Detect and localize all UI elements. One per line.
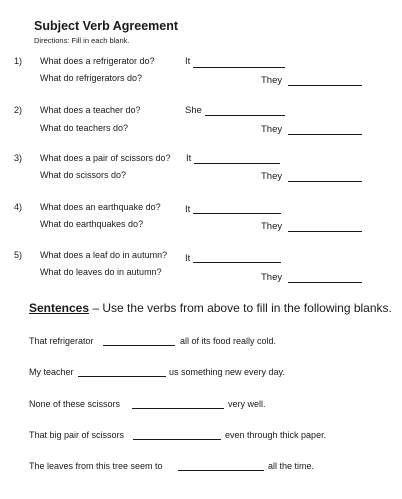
question-number: 4) [14,202,23,212]
answer-blank[interactable] [288,181,362,182]
sentences-label: Sentences [29,301,90,315]
answer-blank[interactable] [194,163,280,164]
question-number: 3) [14,153,23,163]
sentence-before: That refrigerator [29,336,94,346]
answer-blank[interactable] [193,213,281,214]
directions-text: Directions: Fill in each blank. [34,36,130,45]
plural-pronoun: They [261,124,283,135]
answer-blank[interactable] [288,231,362,232]
question-plural: What do scissors do? [40,170,127,180]
sentence-blank[interactable] [78,376,166,377]
question-singular: What does a refrigerator do? [40,56,155,66]
question-number: 1) [14,56,23,66]
answer-blank[interactable] [193,262,281,263]
sentence-after: us something new every day. [169,367,285,377]
sentence-blank[interactable] [103,345,175,346]
answer-blank[interactable] [288,134,362,135]
question-plural: What do refrigerators do? [40,73,143,83]
sentence-after: all of its food really cold. [180,336,277,346]
question-number: 5) [14,250,23,260]
question-number: 2) [14,105,23,115]
answer-blank[interactable] [193,67,285,68]
plural-pronoun: They [261,75,283,86]
worksheet-title: Subject Verb Agreement [34,19,179,33]
sentence-after: even through thick paper. [225,430,327,440]
sentence-before: The leaves from this tree seem to [29,461,163,471]
question-plural: What do earthquakes do? [40,219,144,229]
sentence-before: My teacher [29,367,74,377]
singular-pronoun: It [185,204,191,215]
sentence-after: all the time. [268,461,315,471]
plural-pronoun: They [261,171,283,182]
question-singular: What does a leaf do in autumn? [40,250,168,260]
answer-blank[interactable] [288,85,362,86]
question-plural: What do leaves do in autumn? [40,267,162,277]
sentence-before: None of these scissors [29,399,121,409]
answer-blank[interactable] [288,282,362,283]
sentence-blank[interactable] [178,470,264,471]
question-singular: What does an earthquake do? [40,202,161,212]
plural-pronoun: They [261,272,283,283]
singular-pronoun: It [186,153,192,164]
sentence-after: very well. [228,399,266,409]
sentence-blank[interactable] [133,439,221,440]
question-singular: What does a pair of scissors do? [40,153,171,163]
question-singular: What does a teacher do? [40,105,141,115]
sentences-heading [29,301,392,315]
question-plural: What do teachers do? [40,123,129,133]
sentence-before: That big pair of scissors [29,430,125,440]
answer-blank[interactable] [205,115,285,116]
sentences-instruction: – Use the verbs from above to fill in the following blanks. [92,301,392,315]
singular-pronoun: It [185,253,191,264]
singular-pronoun: It [185,56,191,67]
singular-pronoun: She [185,105,202,116]
plural-pronoun: They [261,221,283,232]
sentence-blank[interactable] [132,408,224,409]
